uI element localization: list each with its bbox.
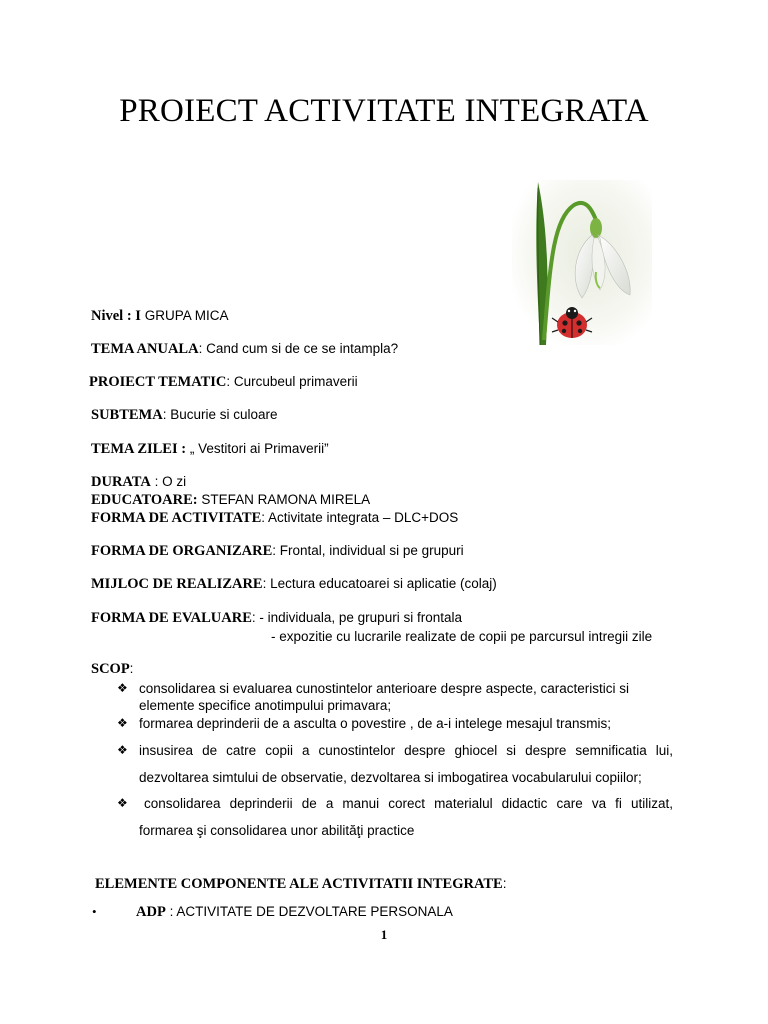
field-label: FORMA DE ORGANIZARE <box>91 543 273 559</box>
field-tema-zilei <box>91 441 329 458</box>
field-value: : Bucurie si culoare <box>162 407 278 422</box>
field-value: : Frontal, individual si pe grupuri <box>272 543 464 558</box>
scop-colon: : <box>129 661 134 676</box>
scop-heading <box>91 661 133 678</box>
scop-item-1-line2: elemente specifice anotimpului primavara; <box>139 698 392 713</box>
diamond-bullet-icon: ❖ <box>117 743 128 757</box>
diamond-bullet-icon: ❖ <box>117 716 128 730</box>
diamond-bullet-icon: ❖ <box>117 796 128 810</box>
field-label: FORMA DE ACTIVITATE <box>91 510 262 526</box>
field-label: MIJLOC DE REALIZARE <box>91 576 263 592</box>
field-nivel <box>91 308 228 325</box>
scop-item-2-line1: formarea deprinderii de a asculta o povestire , de a-i intelege mesajul transmis; <box>139 716 611 731</box>
diamond-bullet-icon: ❖ <box>117 681 128 695</box>
field-value: „ Vestitori ai Primaverii” <box>186 441 329 456</box>
field-value: : Cand cum si de ce se intampla? <box>198 341 399 356</box>
field-label: PROIECT TEMATIC <box>89 374 227 390</box>
field-tema-anuala <box>91 341 398 358</box>
field-proiect-tematic <box>89 374 358 391</box>
field-value: : Curcubeul primaverii <box>226 374 358 389</box>
field-durata <box>91 474 186 491</box>
bullet-icon: • <box>92 904 97 919</box>
field-value: STEFAN RAMONA MIRELA <box>197 492 371 507</box>
scop-item-4-line1: consolidarea deprinderii de a manui corect materialul didactic care va fi utilizat, <box>144 796 673 811</box>
scop-item-3-line2: dezvoltarea simtului de observatie, dezvoltarea si imbogatirea vocabularului copiilor; <box>139 770 642 785</box>
field-value: : Lectura educatoarei si aplicatie (colaj) <box>262 576 497 591</box>
field-forma-evaluare <box>91 610 462 627</box>
field-label: FORMA DE EVALUARE <box>91 610 252 626</box>
field-forma-organizare <box>91 543 464 560</box>
field-label: Nivel : I <box>91 308 141 324</box>
field-educatoare <box>91 492 370 509</box>
adp-label: ADP <box>136 904 166 920</box>
elemente-label: ELEMENTE COMPONENTE ALE ACTIVITATII INTEGRATE <box>95 876 503 892</box>
field-label: SUBTEMA <box>91 407 163 423</box>
snowdrop-ladybug-icon <box>512 180 652 345</box>
adp-value: : ACTIVITATE DE DEZVOLTARE PERSONALA <box>165 904 453 919</box>
field-label: TEMA ZILEI : <box>91 441 187 457</box>
scop-item-3-line1: insusirea de catre copii a cunostintelor despre ghiocel si despre semnificatia lui, <box>139 743 673 758</box>
elemente-colon: : <box>502 876 507 891</box>
field-mijloc-realizare <box>91 576 497 593</box>
field-label: TEMA ANUALA <box>91 341 199 357</box>
field-subtema <box>91 407 278 424</box>
field-value: : Activitate integrata – DLC+DOS <box>261 510 459 525</box>
document-title: PROIECT ACTIVITATE INTEGRATA <box>119 93 649 129</box>
field-label: DURATA <box>91 474 151 490</box>
adp-line <box>136 904 453 921</box>
scop-item-1-line1: consolidarea si evaluarea cunostintelor anterioare despre aspecte, caracteristici si <box>139 681 630 696</box>
field-forma-activitate <box>91 510 458 527</box>
field-value: : O zi <box>150 474 187 489</box>
elemente-heading <box>95 876 506 893</box>
field-forma-evaluare-continued: - expozitie cu lucrarile realizate de copii pe parcursul intregii zile <box>271 629 653 644</box>
scop-item-4-line2: formarea şi consolidarea unor abilităţi practice <box>139 823 415 838</box>
field-label: EDUCATOARE: <box>91 492 198 508</box>
field-value: GRUPA MICA <box>140 308 229 323</box>
field-value: : - individuala, pe grupuri si frontala <box>251 610 462 625</box>
page-number: 1 <box>380 927 388 942</box>
scop-label: SCOP <box>91 661 130 677</box>
